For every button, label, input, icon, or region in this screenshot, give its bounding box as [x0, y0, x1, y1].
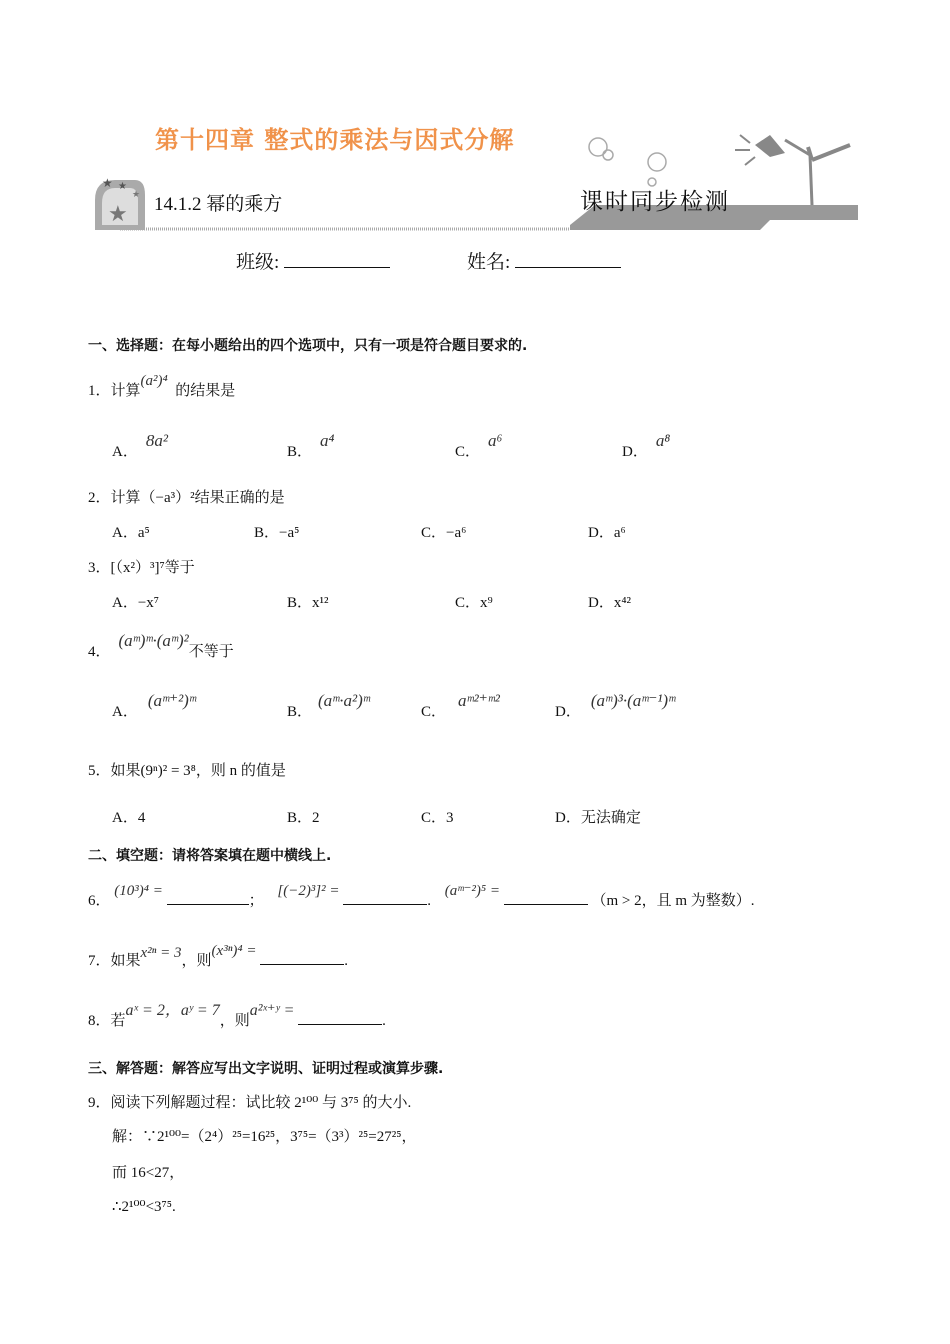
bubbles-decoration [589, 138, 666, 186]
q9-solution-line-2: 而 16<27， [112, 1165, 185, 1181]
q1-tail: 的结果是 [175, 383, 236, 399]
name-blank[interactable] [515, 253, 621, 268]
q3-option-a[interactable]: A．−x⁷ [112, 595, 160, 611]
q1-option-d[interactable]: D．a⁸ [622, 431, 671, 460]
question-6: 6． (10³)⁴ = ； [(−2)³]² = . (aᵐ⁻²)⁵ = （m > 2，且 m 为整数）. [88, 883, 755, 909]
q6-blank-3[interactable] [504, 890, 588, 905]
question-9: 9．阅读下列解题过程：试比较 2¹⁰⁰ 与 3⁷⁵ 的大小. [88, 1095, 412, 1111]
q6-blank-1[interactable] [167, 890, 249, 905]
q5-option-a[interactable]: A．4 [112, 810, 146, 826]
q1-option-b[interactable]: B．a⁴ [287, 431, 335, 460]
question-2: 2．计算（−a³）²结果正确的是 [88, 490, 285, 506]
q9-solution-line-3: ∴2¹⁰⁰<3⁷⁵. [112, 1199, 176, 1215]
q3-option-b[interactable]: B．x¹² [287, 595, 329, 611]
class-label: 班级: [236, 252, 280, 273]
question-7: 7．如果x²ⁿ = 3，则(x³ⁿ)⁴ = . [88, 943, 349, 969]
q1-option-c[interactable]: C．a⁶ [455, 431, 503, 460]
q8-blank[interactable] [298, 1010, 382, 1025]
svg-text:★: ★ [118, 181, 127, 192]
lesson-badge: 课时同步检测 [580, 189, 730, 214]
question-5: 5．如果(9ⁿ)² = 3⁸，则 n 的值是 [88, 763, 286, 779]
q4-option-a[interactable]: A．(aᵐ⁺²)ᵐ [112, 691, 196, 720]
question-1 [88, 373, 236, 401]
lamp-icon [735, 130, 870, 205]
q1-expr: (a²)⁴ [140, 373, 168, 389]
q6-blank-2[interactable] [343, 890, 427, 905]
q3-option-c[interactable]: C．x⁹ [455, 595, 493, 611]
q5-option-d[interactable]: D．无法确定 [555, 810, 641, 826]
q4-option-d[interactable]: D．(aᵐ)³·(aᵐ⁻¹)ᵐ [555, 691, 676, 720]
q2-option-a[interactable]: A．a⁵ [112, 525, 150, 541]
question-4 [88, 631, 234, 662]
q1-option-a[interactable]: A．8a² [112, 431, 168, 460]
question-3: 3．[（x²）³]⁷等于 [88, 560, 195, 576]
q4-tail: 不等于 [188, 644, 234, 660]
chapter-title: 第十四章 整式的乘法与因式分解 [155, 126, 515, 154]
section-2-heading: 二、填空题：请将答案填在题中横线上. [88, 848, 332, 864]
class-field[interactable] [236, 251, 390, 275]
question-8: 8．若aˣ = 2，aʸ = 7，则a²ˣ⁺ʸ = . [88, 1002, 386, 1029]
svg-text:★: ★ [108, 201, 128, 226]
section-3-heading: 三、解答题：解答应写出文字说明、证明过程或演算步骤. [88, 1061, 444, 1077]
class-blank[interactable] [284, 253, 390, 268]
svg-text:★: ★ [102, 176, 113, 190]
header-banner [90, 125, 870, 235]
q2-option-b[interactable]: B．−a⁵ [254, 525, 300, 541]
section-1-heading: 一、选择题：在每小题给出的四个选项中，只有一项是符合题目要求的. [88, 338, 528, 354]
svg-text:★: ★ [132, 189, 141, 199]
name-field[interactable] [467, 251, 621, 275]
q2-option-c[interactable]: C．−a⁶ [421, 525, 467, 541]
q9-solution-line-1: 解：∵2¹⁰⁰=（2⁴）²⁵=16²⁵，3⁷⁵=（3³）²⁵=27²⁵， [112, 1129, 417, 1145]
q1-label: 1．计算 [88, 383, 141, 399]
q7-blank[interactable] [260, 950, 344, 965]
star-badge-icon [95, 176, 145, 230]
q3-option-d[interactable]: D．x⁴² [588, 595, 632, 611]
name-label: 姓名: [467, 252, 511, 273]
q4-option-c[interactable]: C．aᵐ²⁺ᵐ² [421, 691, 500, 720]
q5-option-c[interactable]: C．3 [421, 810, 454, 826]
lesson-title: 14.1.2 幂的乘方 [154, 194, 283, 215]
q5-option-b[interactable]: B．2 [287, 810, 320, 826]
q4-option-b[interactable]: B．(aᵐ·a²)ᵐ [287, 691, 370, 720]
q4-expr: (aᵐ)ᵐ·(aᵐ)² [118, 631, 189, 650]
q4-label: 4． [88, 644, 111, 660]
q2-option-d[interactable]: D．a⁶ [588, 525, 626, 541]
